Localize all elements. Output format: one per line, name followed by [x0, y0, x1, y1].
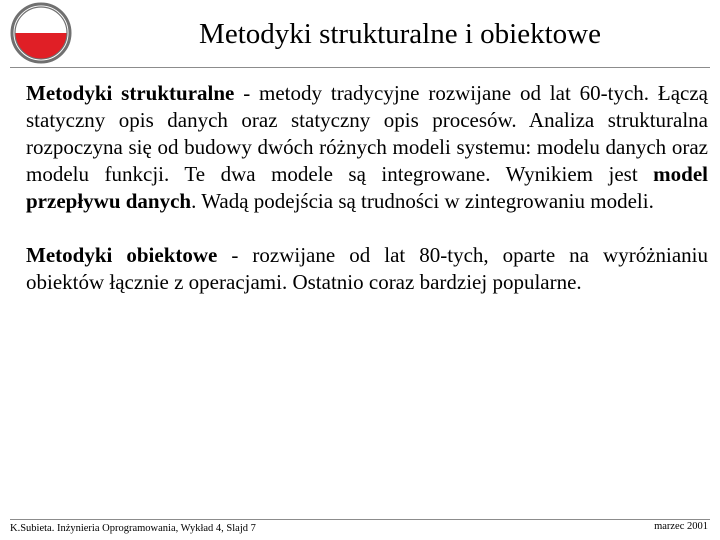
paragraph-structural-text-2: . Wadą podejścia są trudności w zintegrowaniu modeli. [191, 189, 654, 213]
polish-flag-logo-icon [10, 2, 72, 64]
paragraph-object-text-1: - rozwijane od lat 80-tych, oparte na wyróżnianiu obiektów łącznie z operacjami. Ostatnio coraz bardziej popularne. [26, 243, 708, 294]
term-data-flow-model: model przepływu danych [26, 162, 708, 213]
slide-body [26, 80, 708, 296]
footer-date: marzec 2001 [654, 521, 708, 532]
paragraph-structural-text-1: - metody tradycyjne rozwijane od lat 60-tych. Łączą statyczny opis danych oraz statyczny opis procesów. Analiza strukturalna rozpoczyna się od budowy dwóch różnych modeli systemu: modelu danych oraz modelu funkcji. Te dwa modele są integrowane. Wynikiem jest [26, 81, 708, 186]
slide-title: Metodyki strukturalne i obiektowe [199, 18, 601, 50]
paragraph-object [26, 242, 708, 296]
footer-source: K.Subieta. Inżynieria Oprogramowania, Wykład 4, Slajd 7 [10, 523, 256, 534]
term-object: Metodyki obiektowe [26, 243, 218, 267]
header-divider [10, 67, 710, 68]
footer-divider [10, 519, 710, 520]
term-structural: Metodyki strukturalne [26, 81, 235, 105]
paragraph-structural [26, 80, 708, 215]
